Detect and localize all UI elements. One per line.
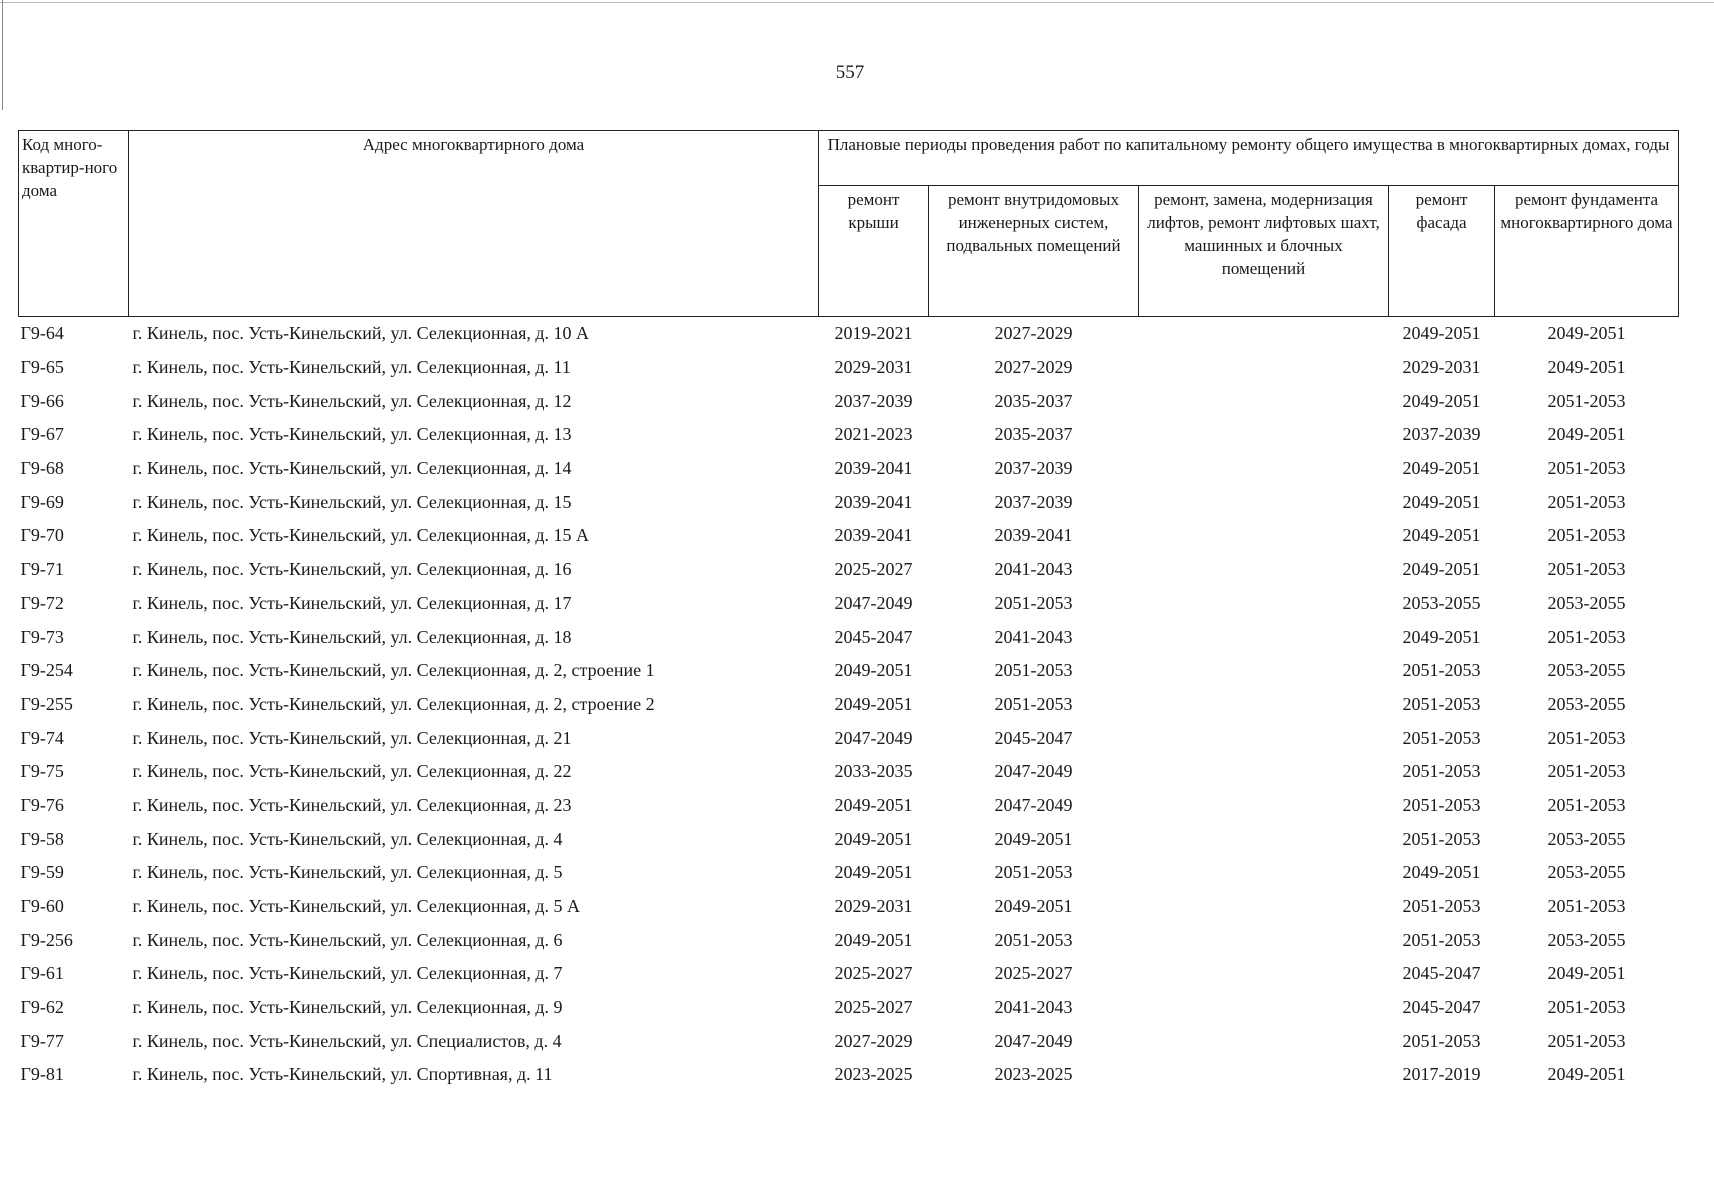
table-row [19,519,1679,553]
header-foundation: ремонт фундамента многоквартирного дома [1495,186,1679,317]
cell-facade: 2051-2053 [1402,727,1481,748]
table-row [19,317,1679,351]
cell-code: Г9-77 [20,1030,64,1051]
cell-address: г. Кинель, пос. Усть-Кинельский, ул. Селекционная, д. 12 [132,390,572,411]
cell-roof: 2029-2031 [834,357,913,378]
cell-address: г. Кинель, пос. Усть-Кинельский, ул. Селекционная, д. 18 [132,626,572,647]
cell-systems: 2049-2051 [994,828,1073,849]
cell-code: Г9-66 [20,390,64,411]
cell-foundation: 2049-2051 [1547,424,1626,445]
cell-lifts [1139,654,1389,688]
cell-facade: 2049-2051 [1402,559,1481,580]
cell-address: г. Кинель, пос. Усть-Кинельский, ул. Селекционная, д. 5 А [132,896,581,917]
header-lifts: ремонт, замена, модернизация лифтов, ремонт лифтовых шахт, машинных и блочных помещений [1139,186,1389,317]
table-row [19,452,1679,486]
header-periods-group: Плановые периоды проведения работ по капитальному ремонту общего имущества в многоквартирных домах, годы [819,131,1679,186]
cell-roof: 2049-2051 [834,693,913,714]
cell-foundation: 2051-2053 [1547,761,1626,782]
cell-foundation: 2051-2053 [1547,626,1626,647]
cell-roof: 2029-2031 [834,896,913,917]
cell-address: г. Кинель, пос. Усть-Кинельский, ул. Селекционная, д. 7 [132,963,563,984]
page-number: 557 [835,62,865,83]
cell-foundation: 2053-2055 [1547,929,1626,950]
cell-code: Г9-75 [20,761,64,782]
cell-facade: 2051-2053 [1402,794,1481,815]
cell-systems: 2041-2043 [994,626,1073,647]
cell-address: г. Кинель, пос. Усть-Кинельский, ул. Специалистов, д. 4 [132,1030,562,1051]
cell-facade: 2049-2051 [1402,390,1481,411]
cell-facade: 2029-2031 [1402,357,1481,378]
cell-foundation: 2051-2053 [1547,1030,1626,1051]
cell-systems: 2051-2053 [994,693,1073,714]
table-row [19,957,1679,991]
cell-foundation: 2049-2051 [1547,357,1626,378]
table-row [19,553,1679,587]
cell-foundation: 2049-2051 [1547,963,1626,984]
cell-code: Г9-61 [20,963,64,984]
cell-roof: 2027-2029 [834,1030,913,1051]
cell-facade: 2049-2051 [1402,491,1481,512]
cell-roof: 2033-2035 [834,761,913,782]
cell-systems: 2025-2027 [994,963,1073,984]
cell-code: Г9-58 [20,828,64,849]
table-row [19,923,1679,957]
cell-systems: 2027-2029 [994,323,1073,344]
cell-code: Г9-255 [20,693,73,714]
table-row [19,755,1679,789]
cell-address: г. Кинель, пос. Усть-Кинельский, ул. Селекционная, д. 23 [132,794,572,815]
cell-address: г. Кинель, пос. Усть-Кинельский, ул. Селекционная, д. 2, строение 2 [132,693,655,714]
cell-foundation: 2053-2055 [1547,862,1626,883]
cell-facade: 2045-2047 [1402,963,1481,984]
cell-foundation: 2053-2055 [1547,693,1626,714]
cell-lifts [1139,452,1389,486]
table-body [19,317,1679,1092]
cell-lifts [1139,1024,1389,1058]
repair-schedule-table [18,130,1679,1092]
cell-lifts [1139,991,1389,1025]
cell-code: Г9-62 [20,997,64,1018]
cell-address: г. Кинель, пос. Усть-Кинельский, ул. Селекционная, д. 16 [132,559,572,580]
table-row [19,1058,1679,1092]
header-roof: ремонт крыши [819,186,929,317]
cell-systems: 2051-2053 [994,660,1073,681]
header-systems: ремонт внутридомовых инженерных систем, подвальных помещений [929,186,1139,317]
left-scan-rule [2,0,3,110]
cell-lifts [1139,923,1389,957]
cell-facade: 2017-2019 [1402,1064,1481,1085]
cell-foundation: 2051-2053 [1547,559,1626,580]
cell-facade: 2049-2051 [1402,525,1481,546]
cell-roof: 2025-2027 [834,997,913,1018]
cell-address: г. Кинель, пос. Усть-Кинельский, ул. Селекционная, д. 21 [132,727,572,748]
cell-roof: 2047-2049 [834,727,913,748]
header-facade: ремонт фасада [1389,186,1495,317]
cell-foundation: 2051-2053 [1547,458,1626,479]
cell-foundation: 2049-2051 [1547,1064,1626,1085]
cell-systems: 2047-2049 [994,1030,1073,1051]
cell-address: г. Кинель, пос. Усть-Кинельский, ул. Селекционная, д. 11 [132,357,571,378]
table-row [19,485,1679,519]
cell-code: Г9-65 [20,357,64,378]
table-row [19,351,1679,385]
cell-lifts [1139,789,1389,823]
cell-facade: 2051-2053 [1402,828,1481,849]
cell-systems: 2035-2037 [994,424,1073,445]
cell-code: Г9-254 [20,660,73,681]
cell-roof: 2049-2051 [834,828,913,849]
cell-foundation: 2051-2053 [1547,896,1626,917]
table-row [19,384,1679,418]
table-row [19,890,1679,924]
cell-systems: 2027-2029 [994,357,1073,378]
cell-lifts [1139,384,1389,418]
cell-code: Г9-74 [20,727,64,748]
cell-code: Г9-81 [20,1064,64,1085]
cell-lifts [1139,485,1389,519]
cell-code: Г9-73 [20,626,64,647]
cell-systems: 2041-2043 [994,559,1073,580]
cell-foundation: 2051-2053 [1547,525,1626,546]
cell-roof: 2021-2023 [834,424,913,445]
cell-lifts [1139,688,1389,722]
cell-address: г. Кинель, пос. Усть-Кинельский, ул. Селекционная, д. 15 [132,491,572,512]
cell-foundation: 2053-2055 [1547,828,1626,849]
repair-schedule-sheet [18,130,1678,1092]
cell-address: г. Кинель, пос. Усть-Кинельский, ул. Селекционная, д. 13 [132,424,572,445]
cell-lifts [1139,587,1389,621]
table-row [19,856,1679,890]
cell-facade: 2051-2053 [1402,1030,1481,1051]
cell-address: г. Кинель, пос. Усть-Кинельский, ул. Селекционная, д. 15 А [132,525,590,546]
cell-code: Г9-72 [20,592,64,613]
cell-foundation: 2051-2053 [1547,390,1626,411]
top-scan-rule [0,2,1714,3]
cell-lifts [1139,755,1389,789]
cell-roof: 2039-2041 [834,458,913,479]
cell-code: Г9-60 [20,896,64,917]
table-row [19,620,1679,654]
table-row [19,688,1679,722]
cell-address: г. Кинель, пос. Усть-Кинельский, ул. Селекционная, д. 10 А [132,323,590,344]
cell-systems: 2051-2053 [994,929,1073,950]
cell-roof: 2037-2039 [834,390,913,411]
cell-foundation: 2051-2053 [1547,491,1626,512]
cell-code: Г9-64 [20,323,64,344]
cell-roof: 2019-2021 [834,323,913,344]
table-row [19,1024,1679,1058]
cell-lifts [1139,721,1389,755]
cell-roof: 2025-2027 [834,963,913,984]
cell-code: Г9-71 [20,559,64,580]
cell-lifts [1139,418,1389,452]
cell-lifts [1139,856,1389,890]
cell-systems: 2039-2041 [994,525,1073,546]
cell-foundation: 2051-2053 [1547,997,1626,1018]
cell-code: Г9-69 [20,491,64,512]
cell-facade: 2045-2047 [1402,997,1481,1018]
cell-systems: 2049-2051 [994,896,1073,917]
table-header [19,131,1679,317]
cell-lifts [1139,1058,1389,1092]
cell-foundation: 2049-2051 [1547,323,1626,344]
cell-foundation: 2051-2053 [1547,794,1626,815]
cell-facade: 2049-2051 [1402,323,1481,344]
table-row [19,721,1679,755]
cell-systems: 2047-2049 [994,794,1073,815]
cell-address: г. Кинель, пос. Усть-Кинельский, ул. Селекционная, д. 2, строение 1 [132,660,655,681]
cell-roof: 2023-2025 [834,1064,913,1085]
cell-lifts [1139,957,1389,991]
header-address: Адрес многоквартирного дома [129,131,819,317]
cell-roof: 2047-2049 [834,592,913,613]
cell-address: г. Кинель, пос. Усть-Кинельский, ул. Селекционная, д. 4 [132,828,563,849]
cell-code: Г9-59 [20,862,64,883]
cell-systems: 2023-2025 [994,1064,1073,1085]
cell-address: г. Кинель, пос. Усть-Кинельский, ул. Селекционная, д. 22 [132,761,572,782]
cell-systems: 2037-2039 [994,458,1073,479]
cell-facade: 2049-2051 [1402,626,1481,647]
cell-roof: 2039-2041 [834,491,913,512]
cell-lifts [1139,351,1389,385]
cell-code: Г9-68 [20,458,64,479]
cell-roof: 2025-2027 [834,559,913,580]
cell-systems: 2051-2053 [994,862,1073,883]
cell-systems: 2051-2053 [994,592,1073,613]
cell-roof: 2045-2047 [834,626,913,647]
cell-facade: 2051-2053 [1402,896,1481,917]
header-code: Код много-квартир-ного дома [19,131,129,317]
cell-facade: 2051-2053 [1402,693,1481,714]
cell-systems: 2045-2047 [994,727,1073,748]
table-row [19,654,1679,688]
table-row [19,789,1679,823]
cell-facade: 2049-2051 [1402,862,1481,883]
cell-roof: 2049-2051 [834,660,913,681]
cell-systems: 2035-2037 [994,390,1073,411]
cell-systems: 2037-2039 [994,491,1073,512]
cell-facade: 2037-2039 [1402,424,1481,445]
cell-foundation: 2053-2055 [1547,592,1626,613]
cell-facade: 2051-2053 [1402,660,1481,681]
cell-facade: 2053-2055 [1402,592,1481,613]
cell-lifts [1139,519,1389,553]
cell-address: г. Кинель, пос. Усть-Кинельский, ул. Селекционная, д. 17 [132,592,572,613]
cell-facade: 2051-2053 [1402,761,1481,782]
cell-lifts [1139,620,1389,654]
cell-roof: 2049-2051 [834,862,913,883]
cell-code: Г9-256 [20,929,73,950]
cell-address: г. Кинель, пос. Усть-Кинельский, ул. Селекционная, д. 9 [132,997,563,1018]
cell-address: г. Кинель, пос. Усть-Кинельский, ул. Спортивная, д. 11 [132,1064,553,1085]
cell-roof: 2039-2041 [834,525,913,546]
table-row [19,587,1679,621]
cell-address: г. Кинель, пос. Усть-Кинельский, ул. Селекционная, д. 5 [132,862,563,883]
cell-facade: 2049-2051 [1402,458,1481,479]
cell-lifts [1139,553,1389,587]
table-row [19,822,1679,856]
table-row [19,418,1679,452]
cell-lifts [1139,317,1389,351]
cell-lifts [1139,890,1389,924]
cell-address: г. Кинель, пос. Усть-Кинельский, ул. Селекционная, д. 14 [132,458,572,479]
cell-systems: 2047-2049 [994,761,1073,782]
table-row [19,991,1679,1025]
cell-facade: 2051-2053 [1402,929,1481,950]
cell-foundation: 2053-2055 [1547,660,1626,681]
cell-foundation: 2051-2053 [1547,727,1626,748]
cell-code: Г9-70 [20,525,64,546]
cell-systems: 2041-2043 [994,997,1073,1018]
cell-roof: 2049-2051 [834,794,913,815]
cell-address: г. Кинель, пос. Усть-Кинельский, ул. Селекционная, д. 6 [132,929,563,950]
cell-lifts [1139,822,1389,856]
cell-roof: 2049-2051 [834,929,913,950]
cell-code: Г9-76 [20,794,64,815]
cell-code: Г9-67 [20,424,64,445]
